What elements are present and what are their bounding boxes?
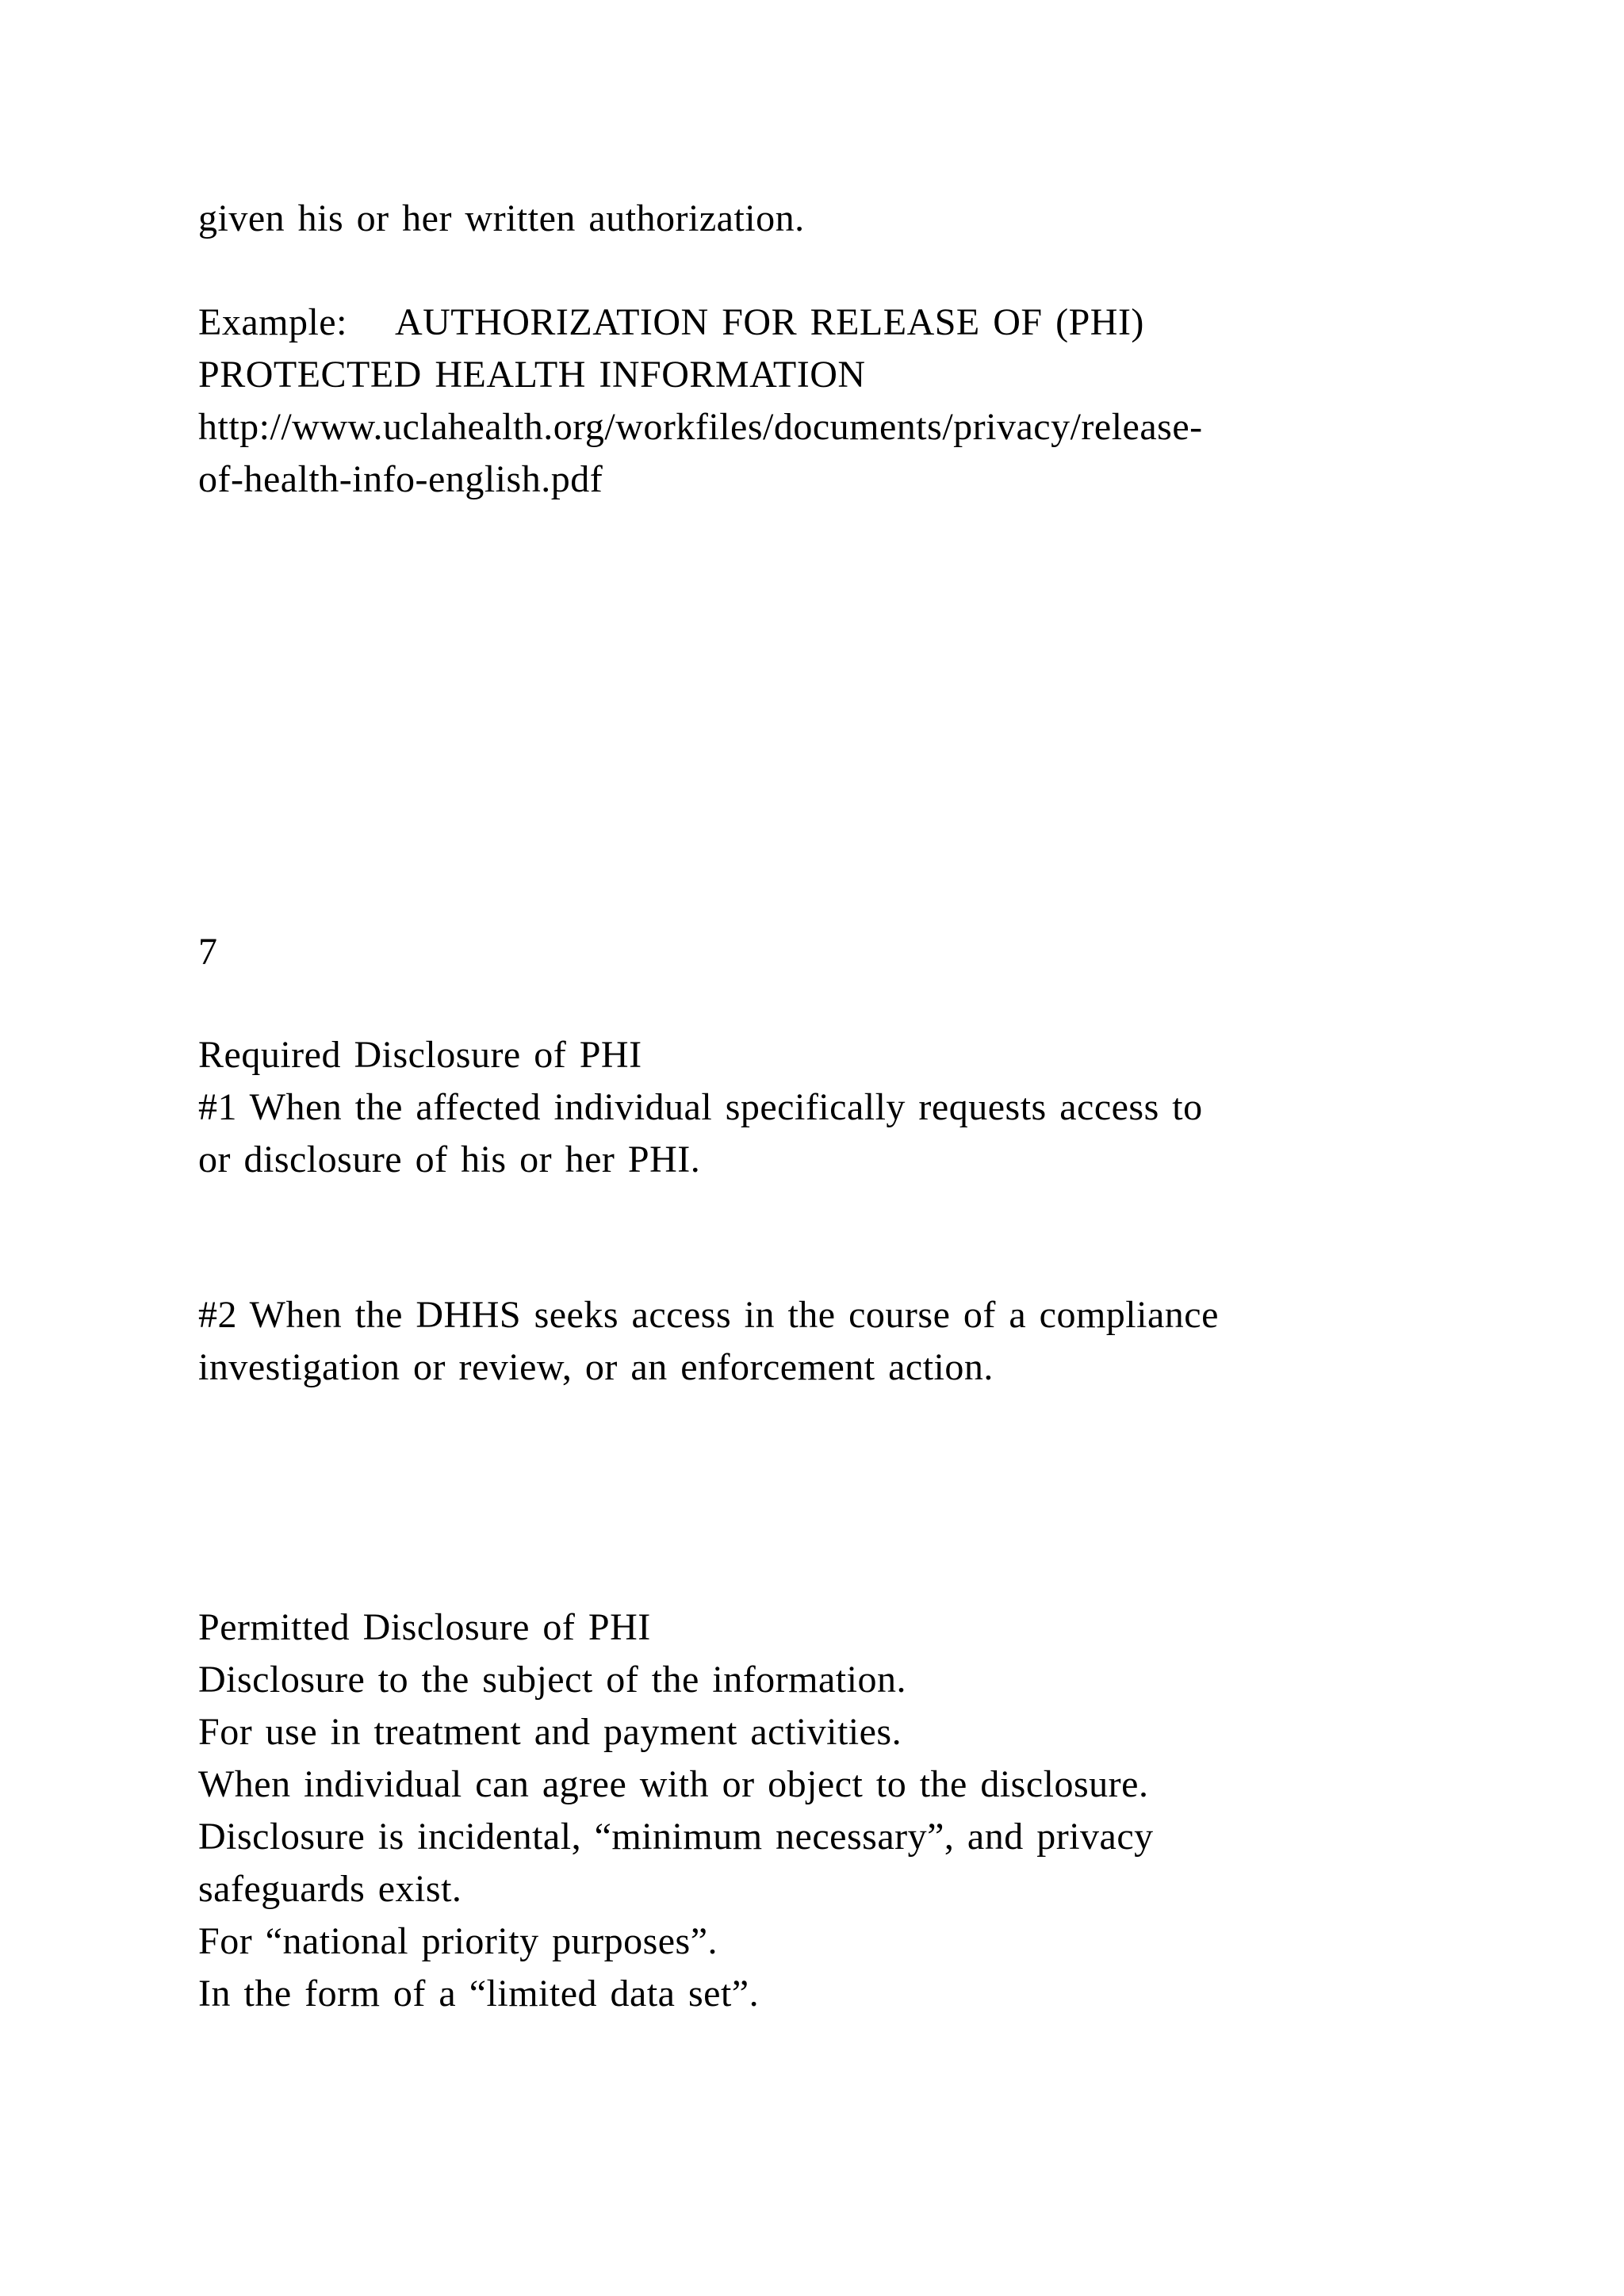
- permitted-line: For use in treatment and payment activities.: [198, 1711, 902, 1753]
- permitted-line: safeguards exist.: [198, 1868, 462, 1910]
- permitted-line: For “national priority purposes”.: [198, 1920, 718, 1962]
- required-heading: Required Disclosure of PHI: [198, 1034, 642, 1076]
- permitted-line: Disclosure to the subject of the information.: [198, 1659, 906, 1701]
- required-item1-line2: or disclosure of his or her PHI.: [198, 1138, 701, 1181]
- page-number: 7: [198, 931, 218, 973]
- permitted-line: Disclosure is incidental, “minimum necessary”, and privacy: [198, 1816, 1154, 1858]
- required-item2-line2: investigation or review, or an enforcement action.: [198, 1346, 994, 1388]
- example-line: [198, 297, 1144, 349]
- example-title-line2: PROTECTED HEALTH INFORMATION: [198, 354, 866, 396]
- required-item2-line1: #2 When the DHHS seeks access in the course of a compliance: [198, 1294, 1219, 1336]
- example-title-line1: AUTHORIZATION FOR RELEASE OF (PHI): [394, 301, 1144, 343]
- example-url-line2[interactable]: of-health-info-english.pdf: [198, 458, 603, 500]
- example-url-line1[interactable]: http://www.uclahealth.org/workfiles/documents/privacy/release-: [198, 406, 1203, 448]
- required-item1-line1: #1 When the affected individual specifically requests access to: [198, 1086, 1203, 1128]
- permitted-line: When individual can agree with or object to the disclosure.: [198, 1763, 1149, 1805]
- example-label: Example:: [198, 301, 347, 343]
- permitted-line: In the form of a “limited data set”.: [198, 1973, 760, 2015]
- permitted-heading: Permitted Disclosure of PHI: [198, 1606, 651, 1648]
- intro-continuation: given his or her written authorization.: [198, 197, 805, 239]
